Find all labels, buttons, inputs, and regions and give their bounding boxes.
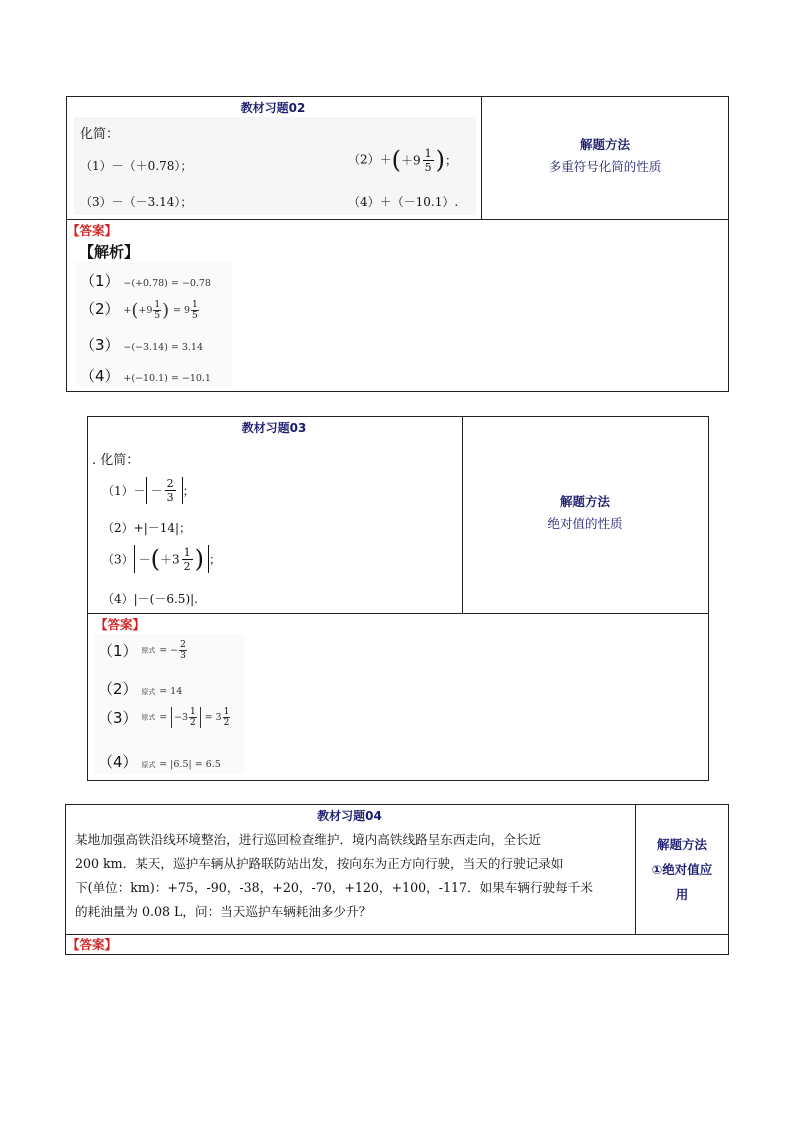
a1-equals: = − — [159, 645, 179, 656]
exercise-02-analysis-tag: 【解析】 — [79, 243, 140, 261]
denominator: 5 — [424, 160, 432, 174]
exercise-03-intro: . 化简： — [92, 453, 140, 468]
exercise-02-q2 — [348, 146, 457, 174]
exercise-02-q4: （4）＋（－10.1）. — [348, 195, 459, 209]
a2-fraction — [153, 300, 161, 321]
denominator: 3 — [180, 651, 186, 661]
q3-suffix: ； — [209, 552, 222, 567]
exercise-04-answer-tag: 【答案】 — [67, 937, 118, 952]
a3-result-fraction — [223, 707, 231, 728]
denominator: 2 — [190, 718, 196, 728]
paren-open: ( — [131, 300, 139, 321]
a4-small: 原式 — [141, 761, 156, 769]
a4-expr: +(−10.1) = −10.1 — [123, 373, 211, 384]
a3-label: （3） — [98, 709, 138, 727]
q1-suffix: ； — [182, 484, 195, 498]
a3-equals2: = 3 — [204, 712, 222, 723]
denominator: 5 — [192, 311, 198, 321]
paren-close: ) — [162, 300, 170, 321]
a2-label: （2） — [98, 680, 138, 698]
exercise-03-q2: （2）+|－14|； — [102, 521, 192, 535]
q3-inner: － — [138, 552, 151, 567]
method-line-1: ①绝对值应 — [651, 862, 713, 877]
numerator: 1 — [183, 545, 191, 559]
paren-open: ( — [150, 545, 161, 573]
method-title: 解题方法 — [579, 137, 630, 152]
q2-fraction — [423, 147, 434, 174]
problem-line-3: 下(单位：km)：+75，-90，-38，+20，-70，+120，+100，-117．如果车辆行驶每千米 — [75, 880, 593, 895]
abs-bars — [171, 707, 201, 728]
abs-bars — [134, 545, 209, 573]
a2-label: （2） — [80, 300, 120, 318]
exercise-03-q3 — [102, 545, 221, 573]
a3-equals: = — [159, 712, 168, 723]
exercise-03-answer-2 — [98, 678, 182, 699]
q1-fraction — [165, 477, 176, 504]
paren-open: ( — [391, 146, 402, 174]
a2-expr: = 14 — [159, 686, 183, 697]
q3-fraction — [182, 546, 193, 573]
a3-label: （3） — [80, 336, 120, 354]
paren-close: ) — [435, 146, 446, 174]
a2-inner: +9 — [138, 305, 153, 316]
numerator: 2 — [180, 640, 186, 650]
exercise-02-method — [481, 134, 729, 178]
numerator: 1 — [154, 300, 161, 310]
paren-close: ) — [194, 545, 205, 573]
numerator: 1 — [223, 707, 230, 717]
a2-small: 原式 — [141, 688, 156, 696]
method-title: 解题方法 — [559, 494, 610, 509]
exercise-02-answer-4 — [80, 365, 211, 386]
q3-prefix: （3） — [102, 552, 134, 567]
exercise-03-q4: （4）|－(－6.5)|. — [102, 592, 198, 606]
problem-line-4: 的耗油量为 0.08 L，问：当天巡护车辆耗油多少升？ — [75, 904, 372, 919]
exercise-02-answer-3 — [80, 334, 203, 355]
q2-inner: ＋9 — [401, 153, 421, 168]
exercise-03-answer-1 — [98, 640, 188, 661]
a2-prefix: + — [123, 305, 132, 316]
method-title: 解题方法 — [656, 837, 707, 852]
exercise-02-title: 教材习题02 — [240, 101, 306, 115]
numerator: 1 — [190, 707, 196, 717]
a2-equals: = 9 — [172, 305, 191, 316]
a1-expr: −(+0.78) = −0.78 — [123, 278, 211, 289]
exercise-04-problem — [75, 828, 627, 924]
q1-prefix: （1）－ — [102, 484, 146, 498]
exercise-02-intro: 化简： — [80, 127, 120, 142]
row-divider — [66, 934, 728, 935]
denominator: 3 — [166, 491, 174, 504]
a3-fraction — [189, 707, 197, 728]
problem-line-2: 200 km．某天，巡护车辆从护路联防站出发，按向东为正方向行驶，当天的行驶记录如 — [75, 856, 564, 871]
denominator: 2 — [223, 718, 230, 728]
a1-label: （1） — [80, 272, 120, 290]
a2-result-fraction — [191, 300, 199, 321]
abs-bars — [146, 477, 183, 504]
q2-prefix: （2）＋ — [348, 152, 392, 167]
exercise-02-answer-1 — [80, 270, 211, 291]
a3-inner: −3 — [174, 712, 189, 723]
a4-expr: = |6.5| = 6.5 — [159, 759, 221, 770]
exercise-03-answer-4 — [98, 751, 221, 772]
numerator: 1 — [192, 300, 198, 310]
exercise-03-answer-3 — [98, 707, 231, 728]
row-divider — [88, 613, 708, 614]
method-line-2: 用 — [675, 887, 689, 902]
exercise-03-q1 — [102, 477, 195, 504]
a1-small: 原式 — [141, 646, 156, 655]
a1-label: （1） — [98, 642, 138, 660]
row-divider — [67, 219, 728, 220]
a1-fraction — [179, 640, 187, 661]
method-desc: 绝对值的性质 — [547, 516, 623, 531]
exercise-03-title: 教材习题03 — [241, 421, 307, 435]
exercise-04-method — [635, 832, 729, 907]
numerator: 2 — [166, 477, 174, 490]
q3-inner2: ＋3 — [160, 552, 180, 567]
a4-label: （4） — [98, 753, 138, 771]
problem-line-1: 某地加强高铁沿线环境整治，进行巡回检查维护．境内高铁线路呈东西走向，全长近 — [75, 832, 541, 847]
exercise-03-method — [461, 491, 709, 535]
denominator: 2 — [183, 559, 191, 573]
a3-small: 原式 — [141, 713, 156, 722]
exercise-02-answer-2 — [80, 298, 200, 321]
denominator: 5 — [154, 311, 161, 321]
a4-label: （4） — [80, 367, 120, 385]
numerator: 1 — [424, 146, 432, 160]
exercise-03-answer-tag: 【答案】 — [95, 617, 146, 632]
exercise-04-title: 教材习题04 — [317, 809, 382, 823]
a3-expr: −(−3.14) = 3.14 — [123, 342, 204, 353]
exercise-02-answer-tag: 【答案】 — [67, 223, 118, 238]
q2-suffix: ； — [445, 153, 458, 168]
method-desc: 多重符号化简的性质 — [548, 159, 662, 174]
q1-inner: － — [150, 484, 163, 498]
exercise-02-q3: （3）－（－3.14）； — [80, 195, 193, 209]
exercise-02-q1: （1）－（＋0.78）； — [80, 159, 193, 173]
